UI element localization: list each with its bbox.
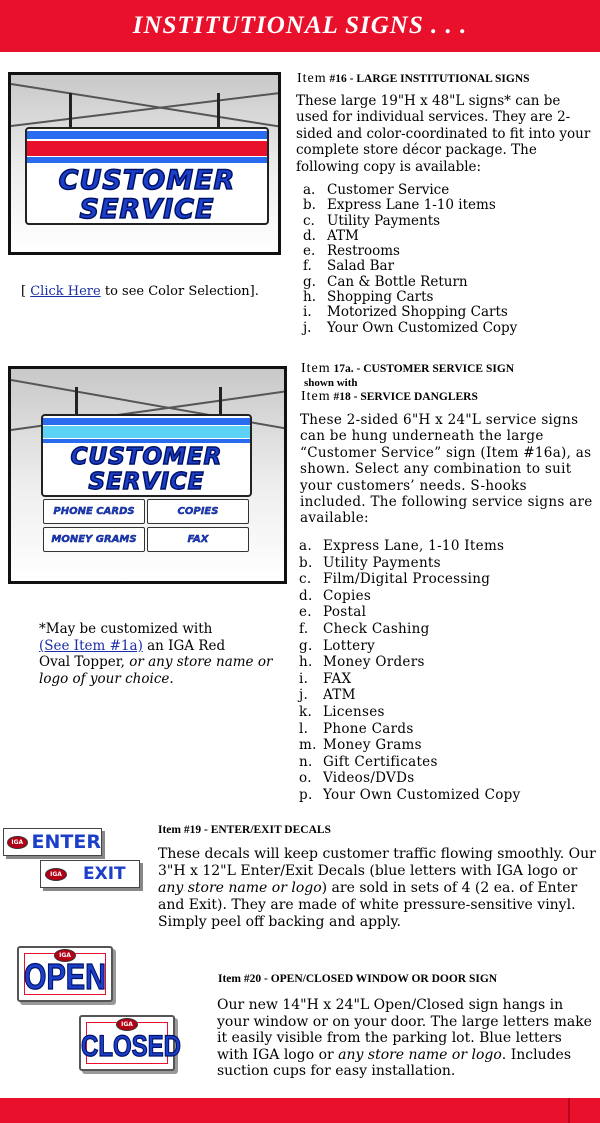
list-item-letter: a. xyxy=(299,538,312,554)
list-item xyxy=(303,183,517,198)
sign-stripe-blue xyxy=(27,157,267,163)
list-item-letter: n. xyxy=(299,753,313,770)
sign-stripe-blue xyxy=(27,131,267,139)
dangler-copies: COPIES xyxy=(147,499,249,524)
list-item-text: Restrooms xyxy=(327,243,400,260)
list-item xyxy=(299,737,521,754)
list-item-letter: b. xyxy=(299,554,313,571)
note-text: an IGA Red xyxy=(142,637,226,654)
list-item-letter: e. xyxy=(303,243,316,260)
list-item-letter: g. xyxy=(299,637,313,654)
item16-copy-list xyxy=(303,183,517,336)
item-word: Item xyxy=(301,389,331,404)
list-item-text: Your Own Customized Copy xyxy=(327,319,518,336)
closed-sign xyxy=(79,1015,182,1071)
item19-description xyxy=(158,846,596,931)
page-banner xyxy=(0,0,600,52)
service-signs-list xyxy=(299,538,521,804)
service-danglers-photo xyxy=(8,366,287,584)
list-item-text: Phone Cards xyxy=(323,720,414,737)
list-item xyxy=(299,687,521,704)
iga-logo-icon: IGA xyxy=(7,836,28,849)
list-item xyxy=(299,555,521,572)
list-item-letter: h. xyxy=(299,654,313,671)
list-item xyxy=(299,787,521,804)
item17-number: 17a. - CUSTOMER SERVICE SIGN xyxy=(333,363,515,375)
list-item-letter: c. xyxy=(299,571,312,588)
list-item-text: Can & Bottle Return xyxy=(327,273,468,290)
note-text: Oval Topper, xyxy=(39,654,130,671)
item19-emphasis: any store name or logo xyxy=(158,880,322,896)
closed-sign-text: CLOSED xyxy=(81,1029,182,1064)
item19-text: ) are sold in sets of 4 (2 ea. of Enter and Exit). They are made of white pressure-sensitive vinyl. Simply peel off backing and apply. xyxy=(158,880,578,930)
item-word: Item xyxy=(297,71,327,86)
bracket-open: [ xyxy=(21,284,27,299)
item16-heading xyxy=(297,71,530,87)
list-item xyxy=(299,571,521,588)
list-item xyxy=(303,275,517,290)
customization-note xyxy=(39,621,279,687)
dangler-phone-cards: PHONE CARDS xyxy=(43,499,145,524)
list-item xyxy=(299,588,521,605)
iga-logo-icon: IGA xyxy=(45,868,67,881)
customer-service-sign-photo xyxy=(8,72,281,255)
list-item-text: Gift Certificates xyxy=(323,753,438,770)
list-item xyxy=(303,244,517,259)
hanging-wire xyxy=(75,387,78,417)
list-item xyxy=(299,638,521,655)
list-item-letter: h. xyxy=(303,289,316,306)
list-item-letter: o. xyxy=(299,770,312,787)
item19-text: These decals will keep customer traffic flowing smoothly. Our 3"H x 12"L Enter/Exit Decals (blue letters with IGA logo or xyxy=(158,846,596,879)
customer-service-sign xyxy=(25,127,269,225)
item18-number: #18 - SERVICE DANGLERS xyxy=(333,391,478,403)
list-item-letter: m. xyxy=(299,737,317,754)
note-text: *May be customized with xyxy=(39,621,213,637)
list-item xyxy=(299,621,521,638)
see-item-1a-link[interactable]: (See Item #1a) xyxy=(39,637,143,654)
list-item-letter: a. xyxy=(303,182,316,198)
dangler-fax: FAX xyxy=(147,527,249,552)
item20-text: Our new 14"H x 24"L Open/Closed sign hangs in your window or on your door. The large letters make it easily visible from the parking lot. Blue letters with IGA logo or xyxy=(217,997,592,1063)
list-item-text: Money Grams xyxy=(323,737,422,754)
list-item-text: Customer Service xyxy=(327,182,450,198)
list-item-text: ATM xyxy=(323,687,356,704)
sign-stripe-blue xyxy=(43,439,250,443)
list-item xyxy=(299,704,521,721)
click-here-link[interactable]: Click Here xyxy=(30,284,101,299)
iga-logo-icon: IGA xyxy=(116,1018,138,1031)
list-item xyxy=(303,198,517,213)
enter-decal-text: ENTER xyxy=(31,831,101,853)
list-item-text: Salad Bar xyxy=(327,258,395,275)
color-selection-text: to see Color Selection]. xyxy=(100,284,259,299)
list-item xyxy=(303,290,517,305)
iga-logo-icon: IGA xyxy=(54,949,76,962)
list-item-letter: b. xyxy=(303,197,316,214)
customer-service-sign-17a xyxy=(41,414,252,497)
hanging-wire xyxy=(69,93,72,131)
sign-stripe-cyan xyxy=(43,426,250,438)
sign-text-line1: CUSTOMER xyxy=(58,165,236,196)
list-item-letter: e. xyxy=(299,604,312,621)
list-item xyxy=(299,754,521,771)
list-item-text: Videos/DVDs xyxy=(323,770,415,787)
footer-divider xyxy=(568,1098,570,1123)
list-item-text: Money Orders xyxy=(323,654,425,671)
hanging-wire xyxy=(219,387,222,417)
list-item-letter: k. xyxy=(299,703,313,720)
open-sign-text: OPEN xyxy=(23,957,107,998)
list-item xyxy=(303,321,517,336)
list-item-letter: f. xyxy=(299,620,309,637)
hanging-wire xyxy=(217,93,220,131)
item17-description: These 2-sided 6"H x 24"L service signs can be hung underneath the large “Customer Service” sign (Item #16a), as shown. Select any combination to suit your customers’ needs. S-hooks included. The following service signs are available: xyxy=(300,412,593,527)
list-item-letter: g. xyxy=(303,273,316,290)
list-item xyxy=(303,229,517,244)
list-item-letter: l. xyxy=(299,720,309,737)
list-item-letter: i. xyxy=(303,304,312,321)
list-item-letter: c. xyxy=(303,212,315,229)
item18-heading xyxy=(301,389,478,405)
list-item-text: Express Lane 1-10 items xyxy=(327,197,496,214)
list-item xyxy=(303,305,517,320)
list-item-text: Motorized Shopping Carts xyxy=(327,304,508,321)
list-item-text: ATM xyxy=(327,227,359,244)
sign-stripe-blue xyxy=(43,418,250,425)
exit-decal-text: EXIT xyxy=(83,864,126,884)
list-item-letter: d. xyxy=(303,227,316,244)
list-item xyxy=(299,721,521,738)
list-item xyxy=(299,538,521,555)
item20-heading: Item #20 - OPEN/CLOSED WINDOW OR DOOR SIGN xyxy=(218,973,498,985)
page-title: INSTITUTIONAL SIGNS . . . xyxy=(132,12,468,39)
shown-with-label: shown with xyxy=(304,377,358,389)
item20-description xyxy=(217,997,595,1080)
list-item-text: Postal xyxy=(323,604,367,621)
sign-stripe-red xyxy=(27,141,267,156)
item17-heading xyxy=(301,361,514,377)
item-word: Item xyxy=(301,361,331,376)
list-item-text: Utility Payments xyxy=(327,212,441,229)
note-emphasis: or any store name or logo of your choice. xyxy=(39,654,273,687)
list-item-text: Express Lane, 1-10 Items xyxy=(323,538,505,554)
list-item-text: Utility Payments xyxy=(323,554,441,571)
list-item-text: FAX xyxy=(323,670,352,687)
color-selection-line xyxy=(21,284,291,300)
dangler-money-grams: MONEY GRAMS xyxy=(43,527,145,552)
list-item-text: Shopping Carts xyxy=(327,289,434,306)
list-item-letter: j. xyxy=(303,319,312,336)
open-sign xyxy=(17,946,113,1002)
list-item-text: Copies xyxy=(323,587,372,604)
sign-text-line2: SERVICE xyxy=(79,194,215,225)
item19-heading: Item #19 - ENTER/EXIT DECALS xyxy=(158,824,331,836)
list-item xyxy=(299,671,521,688)
list-item xyxy=(303,259,517,274)
item16-number: #16 - LARGE INSTITUTIONAL SIGNS xyxy=(329,73,530,85)
list-item xyxy=(299,770,521,787)
list-item xyxy=(303,214,517,229)
exit-decal xyxy=(40,860,140,888)
sign-text-line2: SERVICE xyxy=(88,469,205,495)
list-item-text: Your Own Customized Copy xyxy=(323,786,521,803)
item20-emphasis: any store name or logo xyxy=(338,1046,502,1063)
item20-text: . Includes suction cups for easy installation. xyxy=(217,1046,572,1079)
list-item xyxy=(299,654,521,671)
list-item-letter: i. xyxy=(299,670,309,687)
item16-description: These large 19"H x 48"L signs* can be used for individual services. They are 2-sided and color-coordinated to fit into your complete store décor package. The following copy is available: xyxy=(296,93,591,175)
sign-text-line1: CUSTOMER xyxy=(70,444,223,470)
list-item-letter: j. xyxy=(299,687,309,704)
list-item-letter: p. xyxy=(299,786,313,803)
list-item-letter: f. xyxy=(303,258,312,275)
footer-bar xyxy=(0,1098,600,1123)
list-item-text: Check Cashing xyxy=(323,620,430,637)
list-item-text: Film/Digital Processing xyxy=(323,571,491,588)
list-item-letter: d. xyxy=(299,587,313,604)
list-item-text: Lottery xyxy=(323,637,376,654)
list-item-text: Licenses xyxy=(323,703,385,720)
list-item xyxy=(299,604,521,621)
enter-decal xyxy=(3,828,102,856)
